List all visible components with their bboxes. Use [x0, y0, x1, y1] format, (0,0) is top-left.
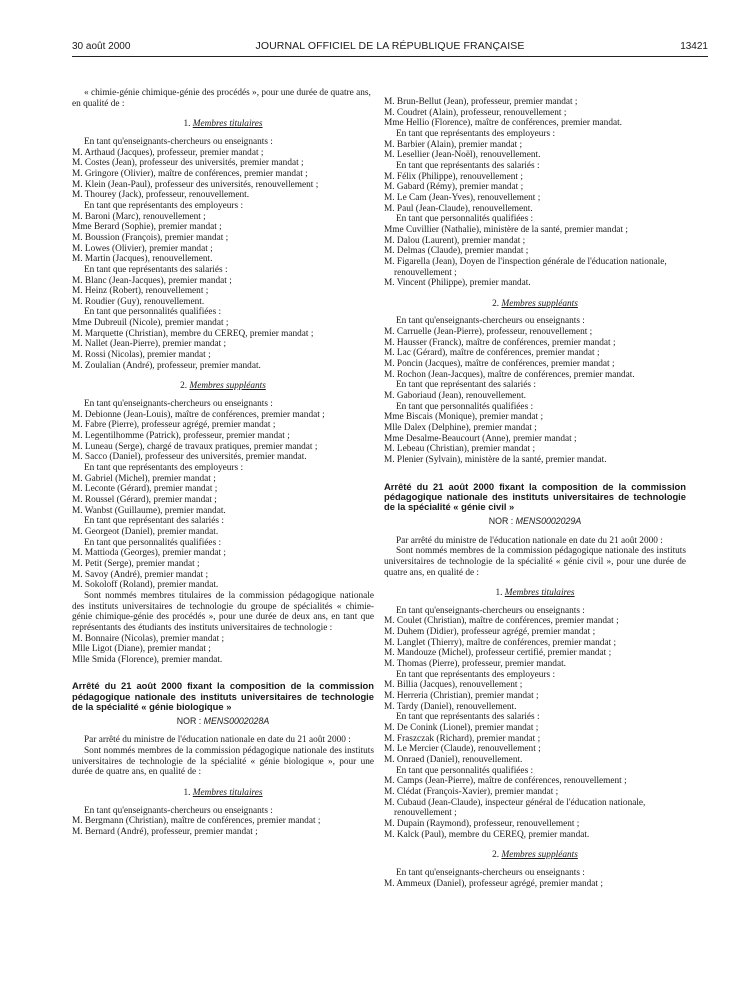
list-item: M. Paul (Jean-Claude), renouvellement.: [384, 203, 533, 214]
list-item: M. Leconte (Gérard), premier mandat ;: [72, 484, 218, 495]
list-item: M. Dupain (Raymond), professeur, renouvellement ;: [384, 818, 580, 829]
list-item: Mlle Dalex (Delphine), premier mandat ;: [384, 423, 537, 434]
section-heading: 1. Membres titulaires: [183, 119, 263, 130]
group-label: En tant que personnalités qualifiées :: [396, 214, 534, 225]
group-label: En tant que représentant des salariés :: [84, 516, 224, 527]
list-item: M. Zoulalian (André), professeur, premier mandat.: [72, 360, 261, 371]
member-group: [72, 265, 374, 308]
list-item: M. Dalou (Laurent), premier mandat ;: [384, 235, 526, 246]
list-item: M. Vincent (Philippe), premier mandat.: [384, 278, 531, 289]
list-item: M. Herreria (Christian), premier mandat ;: [384, 691, 539, 702]
list-item: M. Nallet (Jean-Pierre), premier mandat ;: [72, 339, 227, 350]
list-item: M. Lac (Gérard), maître de conférences, premier mandat ;: [384, 348, 600, 359]
group-label: En tant que représentants des employeurs :: [396, 128, 556, 139]
group-label: En tant que personnalités qualifiées :: [396, 765, 534, 776]
page-number: 13421: [680, 41, 708, 52]
member-group: [384, 606, 686, 670]
member-group: [384, 766, 686, 841]
list-item: M. Lowes (Olivier), premier mandat ;: [72, 243, 213, 254]
section-heading: 1. Membres titulaires: [183, 787, 263, 798]
list-item: M. Sacco (Daniel), professeur des universités, premier mandat.: [72, 452, 307, 463]
group-label: En tant qu'enseignants-chercheurs ou enseignants :: [84, 136, 273, 147]
students-paragraph: Sont nommés membres titulaires de la commission pédagogique nationale des instituts universitaires de technologie du groupe de spécialités « chimie-génie chimique-génie des procédés », pour une durée de deux ans, en tant que représentants des étudiants des instituts universitaires de technologie :: [72, 590, 374, 633]
list-item: M. Marquette (Christian), membre du CEREQ, premier mandat ;: [72, 328, 314, 339]
list-item: M. Barbier (Alain), premier mandat ;: [384, 139, 523, 150]
list-item: M. Martin (Jacques), renouvellement.: [72, 254, 213, 265]
group-label: En tant que représentants des employeurs :: [84, 200, 244, 211]
list-item: M. Roudier (Guy), renouvellement.: [72, 296, 205, 307]
list-item: M. Coudret (Alain), professeur, renouvellement ;: [384, 107, 567, 118]
list-item: M. Fabre (Pierre), professeur agrégé, premier mandat ;: [72, 420, 276, 431]
group-label: En tant qu'enseignants-chercheurs ou enseignants :: [84, 805, 273, 816]
list-item: M. Hausser (Franck), maître de conférences, premier mandat ;: [384, 337, 616, 348]
list-item: M. Legentilhomme (Patrick), professeur, premier mandat ;: [72, 431, 290, 442]
list-item: M. De Conink (Lionel), premier mandat ;: [384, 723, 539, 734]
member-group: [72, 538, 374, 591]
list-item: M. Sokoloff (Roland), premier mandat.: [72, 580, 219, 591]
decree-paragraph: Sont nommés membres de la commission pédagogique nationale des instituts universitaires de technologie de la spécialité « génie biologique », pour une durée de quatre ans, en qualité de :: [72, 746, 374, 778]
list-item: M. Petit (Serge), premier mandat ;: [72, 558, 200, 569]
list-item: M. Brun-Bellut (Jean), professeur, premier mandat ;: [384, 97, 578, 107]
list-item: M. Debionne (Jean-Louis), maître de conférences, premier mandat ;: [72, 409, 325, 420]
list-item: M. Plenier (Sylvain), ministère de la santé, premier mandat.: [384, 455, 607, 465]
list-item: M. Gaboriaud (Jean), renouvellement.: [384, 391, 526, 402]
group-label: En tant que représentant des salariés :: [396, 380, 536, 391]
member-group: [72, 137, 374, 201]
group-label: En tant que représentants des employeurs :: [396, 669, 556, 680]
page-header: [72, 40, 708, 57]
group-label: En tant que représentants des salariés :: [84, 264, 228, 275]
group-label: En tant que représentants des salariés :: [396, 160, 540, 171]
intro-paragraph: « chimie-génie chimique-génie des procédés », pour une durée de quatre ans, en qualité de :: [72, 88, 371, 109]
list-item: M. Thomas (Pierre), professeur, premier mandat.: [384, 659, 566, 670]
left-column: [72, 88, 374, 838]
arrete-title: Arrêté du 21 août 2000 fixant la composition de la commission pédagogique nationale des instituts universitaires de technologie de la spécialité « génie civil »: [384, 480, 686, 513]
group-label: En tant qu'enseignants-chercheurs ou enseignants :: [396, 316, 585, 327]
member-group: [384, 712, 686, 765]
list-item: M. Onraed (Daniel), renouvellement.: [384, 755, 523, 765]
list-item: M. Georgeot (Daniel), premier mandat.: [72, 526, 219, 537]
group-label: En tant que représentants des salariés :: [396, 712, 540, 723]
list-item: M. Coulet (Christian), maître de conférences, premier mandat ;: [384, 616, 619, 627]
arrete-title: Arrêté du 21 août 2000 fixant la composition de la commission pédagogique nationale des instituts universitaires de technologie de la spécialité « génie biologique »: [72, 680, 374, 713]
member-group: [384, 402, 686, 466]
list-item: M. Fraszczak (Richard), premier mandat ;: [384, 733, 541, 744]
list-item: M. Arthaud (Jacques), professeur, premier mandat ;: [72, 147, 264, 158]
list-item: M. Rochon (Jean-Jacques), maître de conférences, premier mandat.: [384, 369, 635, 380]
list-item: M. Boussion (François), premier mandat ;: [72, 232, 229, 243]
decree-paragraph: Par arrêté du ministre de l'éducation nationale en date du 21 août 2000 :: [396, 535, 663, 546]
list-item: M. Luneau (Serge), chargé de travaux pratiques, premier mandat ;: [72, 441, 318, 452]
list-item: Mme Dubreuil (Nicole), premier mandat ;: [72, 318, 229, 329]
list-item: M. Clédat (François-Xavier), premier mandat ;: [384, 786, 559, 797]
group-label: En tant que personnalités qualifiées :: [84, 307, 222, 318]
list-item: M. Delmas (Claude), premier mandat ;: [384, 246, 529, 257]
list-item: Mme Berard (Sophie), premier mandat ;: [72, 222, 222, 233]
list-item: M. Heinz (Robert), renouvellement ;: [72, 286, 209, 297]
member-group: [384, 129, 686, 161]
list-item: M. Poncin (Jacques), maître de conférences, premier mandat ;: [384, 359, 615, 370]
group-label: En tant que représentants des employeurs :: [84, 463, 244, 473]
member-group: [384, 161, 686, 214]
list-item: M. Klein (Jean-Paul), professeur des universités, renouvellement ;: [72, 179, 319, 190]
list-item: M. Bonnaire (Nicolas), premier mandat ;: [72, 633, 225, 644]
section-heading: 2. Membres suppléants: [180, 381, 266, 392]
list-item: M. Gabard (Rémy), premier mandat ;: [384, 182, 524, 193]
list-item: M. Duhem (Didier), professeur agrégé, premier mandat ;: [384, 627, 596, 638]
list-item: Mme Hellio (Florence), maître de conférences, premier mandat.: [384, 118, 623, 129]
member-group: [72, 399, 374, 463]
list-item: M. Figarella (Jean), Doyen de l'inspection générale de l'éducation nationale, renouvellement ;: [384, 256, 667, 278]
member-group: [72, 307, 374, 371]
list-item: M. Kalck (Paul), membre du CEREQ, premier mandat.: [384, 829, 590, 840]
list-item: M. Lebeau (Christian), premier mandat ;: [384, 444, 536, 455]
list-item: Mlle Smida (Florence), premier mandat.: [72, 654, 223, 665]
group-label: En tant que personnalités qualifiées :: [396, 401, 534, 412]
list-item: M. Rossi (Nicolas), premier mandat ;: [72, 350, 211, 361]
list-item: M. Gabriel (Michel), premier mandat ;: [72, 473, 216, 484]
list-item: M. Bergmann (Christian), maître de conférences, premier mandat ;: [72, 816, 321, 827]
list-item: M. Gringore (Olivier), maître de conférences, premier mandat ;: [72, 168, 308, 179]
list-item: M. Carruelle (Jean-Pierre), professeur, renouvellement ;: [384, 327, 593, 338]
list-item: M. Mandouze (Michel), professeur certifié, premier mandat ;: [384, 648, 612, 659]
list-item: Mme Desalme-Beaucourt (Anne), premier mandat ;: [384, 433, 577, 444]
list-item: M. Bernard (André), professeur, premier mandat ;: [72, 826, 258, 837]
nor-reference: NOR : MENS0002029A: [488, 515, 582, 526]
list-item: M. Wanbst (Guillaume), premier mandat.: [72, 505, 226, 516]
member-group: [72, 201, 374, 265]
list-item: M. Langlet (Thierry), maître de conférences, premier mandat ;: [384, 637, 617, 648]
section-heading: 1. Membres titulaires: [495, 588, 575, 599]
list-item: M. Le Cam (Jean-Yves), renouvellement ;: [384, 192, 541, 203]
list-item: M. Tardy (Daniel), renouvellement.: [384, 701, 517, 712]
member-group: [384, 380, 686, 401]
header-date: 30 août 2000: [72, 41, 131, 52]
member-group: [384, 670, 686, 713]
list-item: Mlle Ligot (Diane), premier mandat ;: [72, 644, 211, 655]
section-heading: 2. Membres suppléants: [492, 850, 578, 861]
list-item: M. Roussel (Gérard), premier mandat ;: [72, 494, 217, 505]
list-item: M. Félix (Philippe), renouvellement ;: [384, 171, 523, 182]
list-item: M. Baroni (Marc), renouvellement ;: [72, 211, 206, 222]
list-item: Mme Biscais (Monique), premier mandat ;: [384, 412, 544, 423]
list-item: M. Cubaud (Jean-Claude), inspecteur général de l'éducation nationale, renouvellement ;: [384, 797, 646, 819]
member-group: [384, 214, 686, 289]
group-label: En tant qu'enseignants-chercheurs ou enseignants :: [84, 399, 273, 410]
list-item: M. Le Mercier (Claude), renouvellement ;: [384, 744, 541, 755]
member-group: [72, 463, 374, 516]
journal-title: JOURNAL OFFICIEL DE LA RÉPUBLIQUE FRANÇAISE: [255, 40, 525, 52]
decree-paragraph: Sont nommés membres de la commission pédagogique nationale des instituts universitaires de technologie de la spécialité « génie civil », pour une durée de quatre ans, en qualité de :: [384, 546, 686, 578]
list-item: Mme Cuvillier (Nathalie), ministère de la santé, premier mandat ;: [384, 224, 628, 235]
list-item: M. Thourey (Jack), professeur, renouvellement.: [72, 190, 250, 201]
group-label: En tant qu'enseignants-chercheurs ou enseignants :: [396, 867, 585, 878]
list-item: M. Camps (Jean-Pierre), maître de conférences, renouvellement ;: [384, 776, 627, 787]
list-item: M. Billia (Jacques), renouvellement ;: [384, 680, 523, 691]
member-group: [72, 516, 374, 537]
group-label: En tant que personnalités qualifiées :: [84, 537, 222, 548]
list-item: M. Blanc (Jean-Jacques), premier mandat ;: [72, 275, 232, 286]
member-group: [384, 316, 686, 380]
list-item: M. Savoy (André), premier mandat ;: [72, 569, 209, 580]
section-heading: 2. Membres suppléants: [492, 298, 578, 309]
list-item: M. Mattioda (Georges), premier mandat ;: [72, 548, 226, 559]
right-column: [384, 97, 686, 889]
list-item: M. Costes (Jean), professeur des universités, premier mandat ;: [72, 158, 304, 169]
list-item: M. Ammeux (Daniel), professeur agrégé, premier mandat ;: [384, 878, 603, 889]
decree-paragraph: Par arrêté du ministre de l'éducation nationale en date du 21 août 2000 :: [84, 735, 351, 746]
nor-reference: NOR : MENS0002028A: [176, 715, 270, 726]
list-item: M. Lesellier (Jean-Noël), renouvellement.: [384, 150, 541, 161]
group-label: En tant qu'enseignants-chercheurs ou enseignants :: [396, 605, 585, 616]
